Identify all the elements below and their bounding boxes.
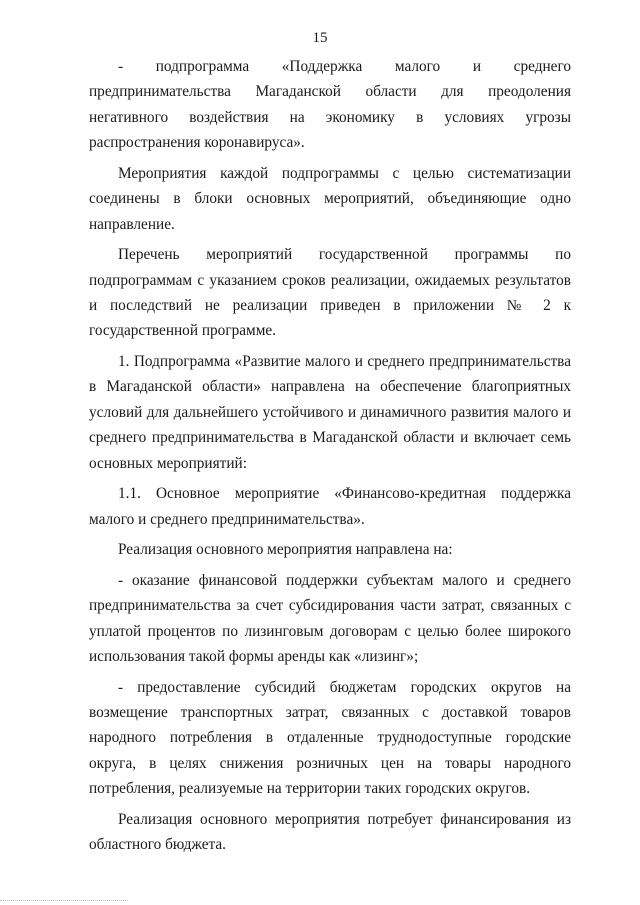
footer-rule	[0, 900, 128, 901]
paragraph-leasing-support: - оказание финансовой поддержки субъектам малого и среднего предпринимательства за счет субсидирования части затрат, связанных с уплатой процентов по лизинговым договорам с целью более широкого использования такой формы аренды как «лизинг»;	[89, 571, 571, 666]
paragraph-directed-at: Реализация основного мероприятия направлена на:	[118, 541, 453, 559]
paragraph-blocks: Мероприятия каждой подпрограммы с целью систематизации соединены в блоки основных мероприятий, объединяющие одно направление.	[89, 164, 571, 233]
paragraph-measures-list: Перечень мероприятий государственной программы по подпрограммам с указанием сроков реализации, ожидаемых результатов и последствий не реализации приведен в приложении № 2 к государственной программе.	[89, 246, 571, 340]
paragraph-subprogram-1: 1. Подпрограмма «Развитие малого и среднего предпринимательства в Магаданской области» направлена на обеспечение благоприятных условий для дальнейшего устойчивого и динамичного развития малого и среднего предпринимательства в Магаданской области и включает семь основных мероприятий:	[89, 353, 571, 472]
document-body	[89, 54, 571, 863]
page-number: 15	[312, 30, 328, 46]
paragraph-measure-1-1: 1.1. Основное мероприятие «Финансово-кредитная поддержка малого и среднего предпринимательства».	[89, 485, 571, 528]
paragraph-transport-subsidies: - предоставление субсидий бюджетам городских округов на возмещение транспортных затрат, связанных с доставкой товаров народного потребления в отдаленные труднодоступные городские округа, в целях снижения розничных цен на товары народного потребления, реализуемые на территории таких городских округов.	[89, 678, 571, 798]
paragraph-subprogram-covid: - подпрограмма «Поддержка малого и среднего предпринимательства Магаданской области для преодоления негативного воздействия на экономику в условиях угрозы распространения коронавируса».	[89, 58, 571, 152]
paragraph-financing: Реализация основного мероприятия потребует финансирования из областного бюджета.	[89, 810, 571, 854]
